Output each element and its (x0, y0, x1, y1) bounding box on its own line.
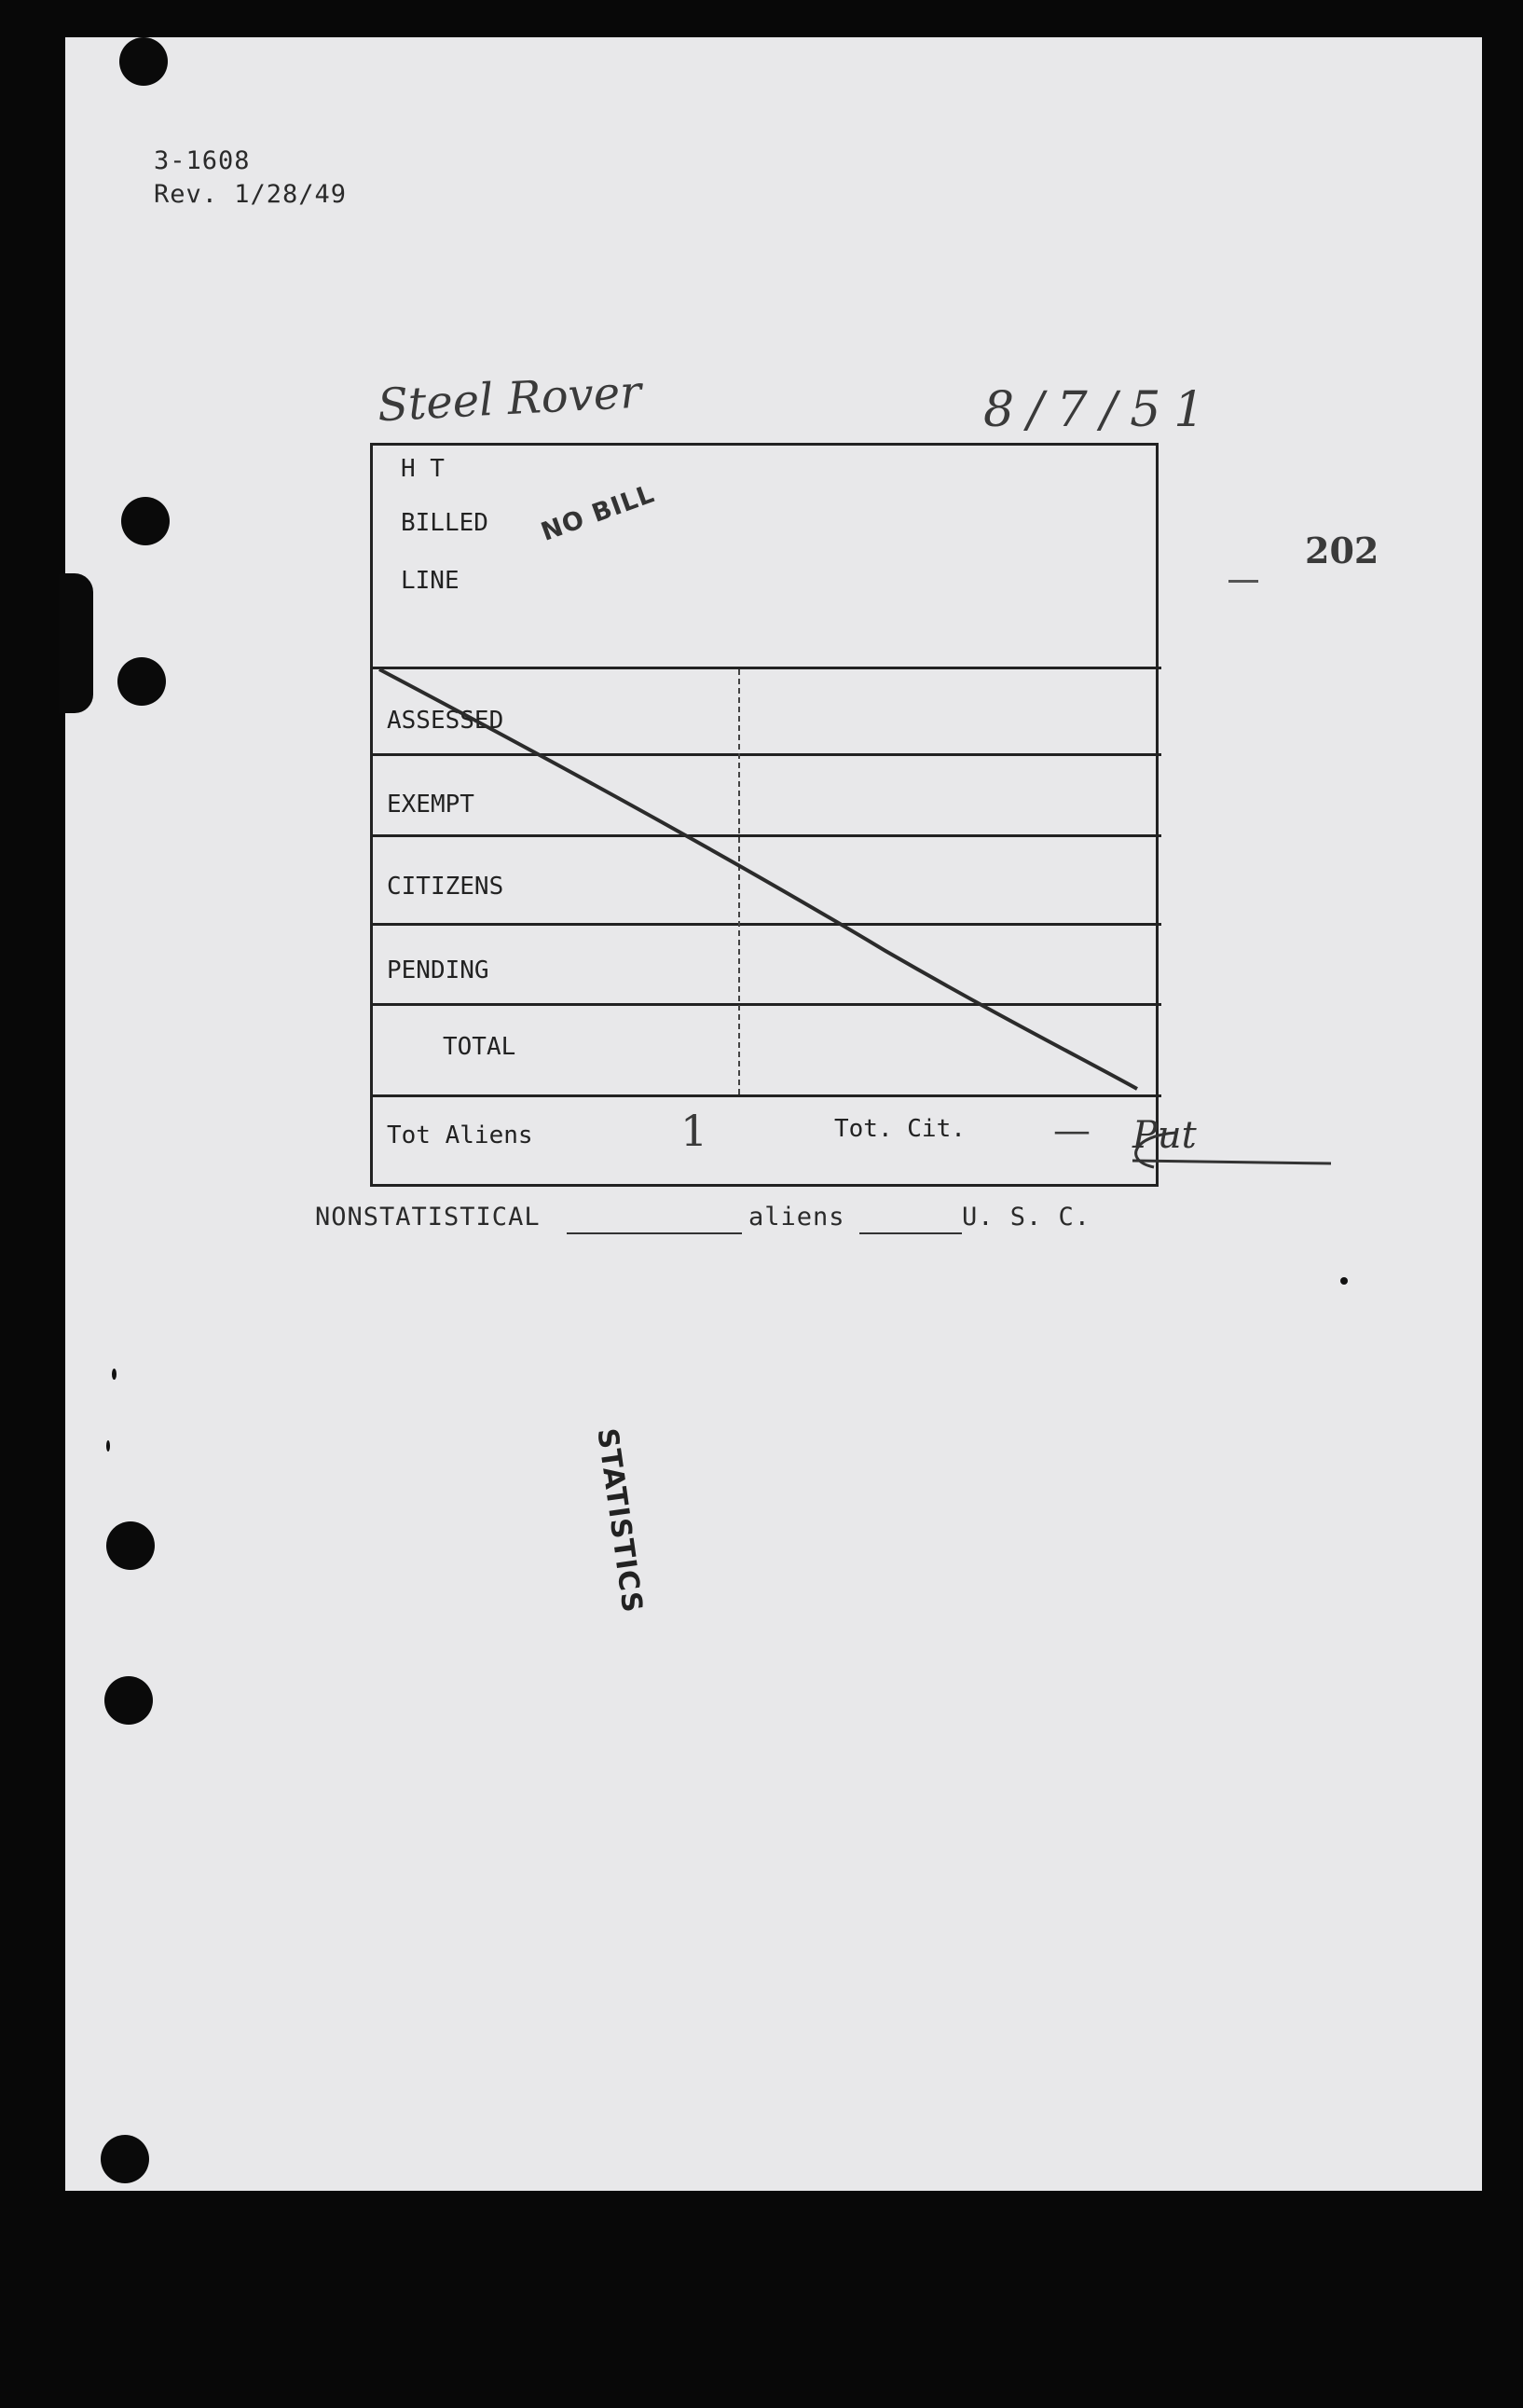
line-label: LINE (401, 567, 460, 595)
form-revision: Rev. 1/28/49 (154, 180, 348, 209)
usc-label: U. S. C. (962, 1203, 1091, 1232)
binder-hole (101, 2135, 149, 2183)
form-number-block (154, 144, 347, 212)
tot-cit-label: Tot. Cit. (834, 1115, 966, 1143)
torn-edge (60, 573, 93, 713)
form-divider (370, 923, 1161, 926)
speck (112, 1369, 117, 1380)
nonstatistical-label: NONSTATISTICAL (315, 1203, 541, 1232)
tot-aliens-label: Tot Aliens (387, 1121, 533, 1149)
citizens-label: CITIZENS (387, 873, 504, 901)
initials-handwritten: Put (1132, 1114, 1197, 1157)
form-divider (370, 753, 1161, 756)
exempt-label: EXEMPT (387, 791, 474, 819)
binder-hole (121, 497, 170, 545)
form-divider (370, 834, 1161, 837)
binder-hole (119, 37, 168, 86)
form-number: 3-1608 (154, 146, 251, 175)
binder-hole (104, 1676, 153, 1725)
speck (1340, 1277, 1348, 1285)
no-bill-stamp: NO BILL (537, 479, 659, 547)
manifest-tally-form (370, 443, 1159, 1187)
binder-hole (117, 657, 166, 706)
nonstatistical-blank (567, 1232, 742, 1234)
aliens-blank (859, 1232, 962, 1234)
form-divider (370, 1094, 1161, 1097)
tot-cit-value: — (1053, 1109, 1091, 1152)
date-handwritten: 8/7/51 (983, 382, 1218, 438)
aliens-label: aliens (748, 1203, 845, 1232)
page-number-stamp: 202 (1305, 530, 1379, 571)
form-divider (370, 1003, 1161, 1006)
stamp-dash (1228, 580, 1258, 583)
tot-aliens-value: 1 (680, 1106, 708, 1156)
assessed-label: ASSESSED (387, 707, 504, 735)
form-divider (370, 667, 1161, 669)
column-divider (738, 669, 740, 1094)
vessel-name-handwritten: Steel Rover (376, 365, 643, 433)
pending-label: PENDING (387, 956, 489, 984)
statistics-stamp: STATISTICS (590, 1426, 649, 1616)
ht-label: H T (401, 455, 445, 483)
binder-hole (106, 1521, 155, 1570)
nonstatistical-line (315, 1203, 541, 1232)
speck (106, 1440, 110, 1452)
billed-label: BILLED (401, 509, 488, 537)
total-label: TOTAL (443, 1033, 516, 1061)
